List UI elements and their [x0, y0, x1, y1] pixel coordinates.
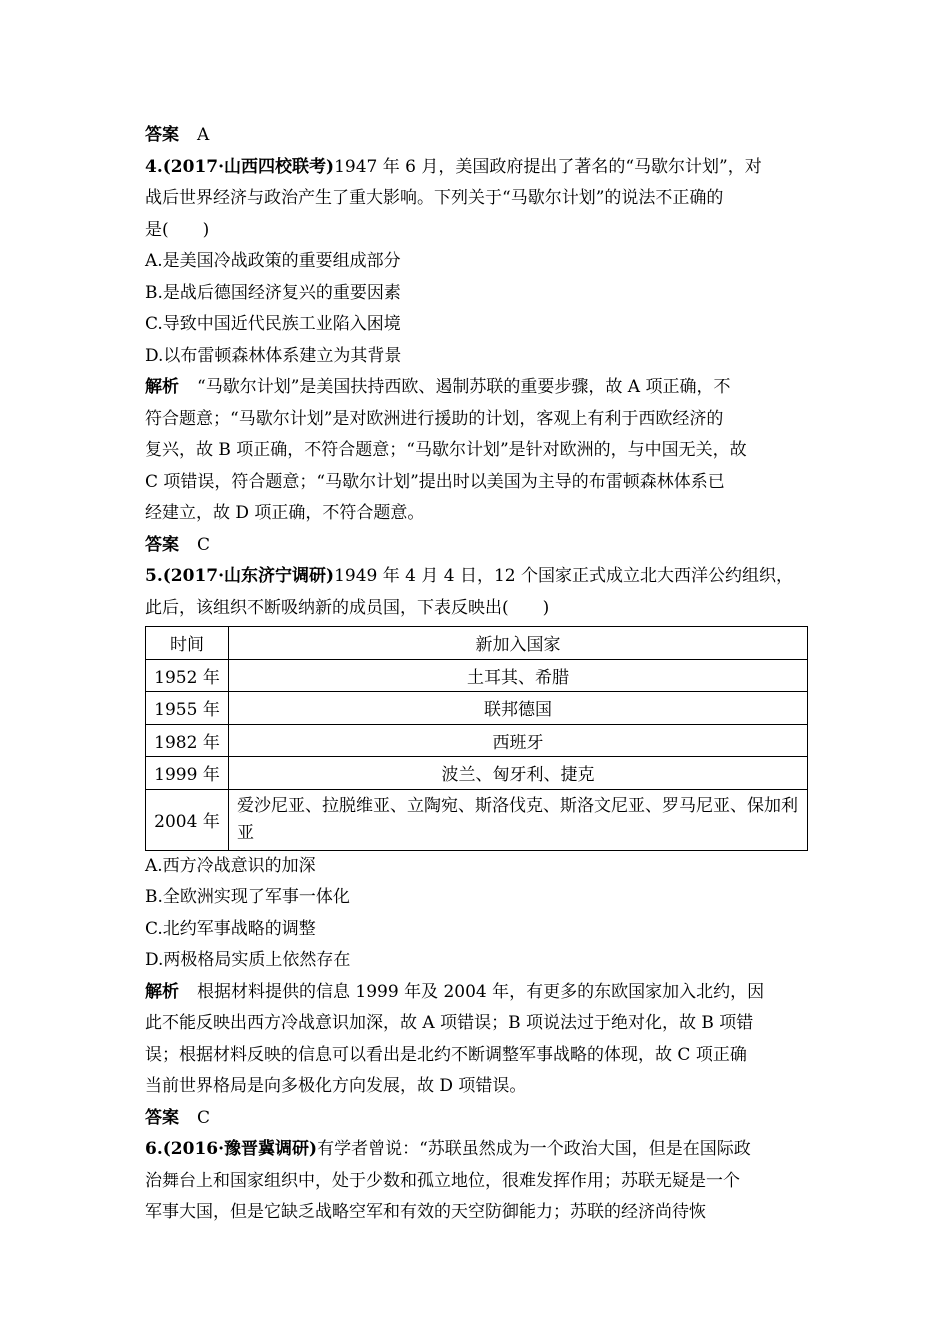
table-header-cell: 新加入国家 — [229, 627, 808, 660]
table-row — [146, 789, 808, 850]
answer-label: 答案 — [145, 1107, 179, 1128]
q5-option-b: B.全欧洲实现了军事一体化 — [145, 887, 350, 907]
q4-stem-text: 1947 年 6 月，美国政府提出了著名的“马歇尔计划”，对 — [334, 156, 762, 177]
q6-stem-line-3: 军事大国，但是它缺乏战略空军和有效的天空防御能力；苏联的经济尚待恢 — [145, 1202, 706, 1222]
q5-option-a: A.西方冷战意识的加深 — [145, 855, 316, 876]
table-header-row — [146, 627, 808, 660]
table-cell-countries: 爱沙尼亚、拉脱维亚、立陶宛、斯洛伐克、斯洛文尼亚、罗马尼亚、保加利亚 — [229, 789, 808, 850]
analysis-text: “马歇尔计划”是美国扶持西欧、遏制苏联的重要步骤，故 A 项正确，不 — [197, 377, 731, 397]
analysis-text: 根据材料提供的信息 1999 年及 2004 年，有更多的东欧国家加入北约，因 — [197, 981, 765, 1002]
q6-stem-line-1 — [145, 1134, 809, 1166]
q6-stem-line-2: 治舞台上和国家组织中，处于少数和孤立地位，很难发挥作用；苏联无疑是一个 — [145, 1170, 740, 1191]
q4-stem-line-3: 是( ) — [145, 219, 210, 240]
answer-label: 答案 — [145, 125, 179, 145]
q5-source: 5.(2017·山东济宁调研) — [145, 566, 335, 586]
table-row — [146, 724, 808, 757]
q4-analysis-line-5: 经建立，故 D 项正确，不符合题意。 — [145, 503, 425, 523]
q5-answer — [145, 1103, 809, 1135]
table-row — [146, 659, 808, 692]
q3-answer — [145, 120, 809, 152]
q5-stem-text: 1949 年 4 月 4 日，12 个国家正式成立北大西洋公约组织， — [334, 566, 794, 586]
q5-analysis-line-4: 当前世界格局是向多极化方向发展，故 D 项错误。 — [145, 1076, 527, 1096]
q4-analysis-line-2: 符合题意；“马歇尔计划”是对欧洲进行援助的计划，客观上有利于西欧经济的 — [145, 408, 724, 429]
table-cell-year: 1952 年 — [146, 659, 229, 692]
answer-value: C — [197, 1107, 211, 1128]
q4-stem-line-1 — [145, 152, 809, 184]
q4-answer — [145, 530, 809, 562]
q4-stem-line-2: 战后世界经济与政治产生了重大影响。下列关于“马歇尔计划”的说法不正确的 — [145, 188, 724, 208]
q5-option-c: C.北约军事战略的调整 — [145, 918, 316, 939]
q4-option-c: C.导致中国近代民族工业陷入困境 — [145, 314, 401, 334]
document-page — [145, 120, 809, 1229]
q4-analysis-line-3: 复兴，故 B 项正确，不符合题意；“马歇尔计划”是针对欧洲的，与中国无关，故 — [145, 440, 747, 460]
q6-stem-text: 有学者曾说：“苏联虽然成为一个政治大国，但是在国际政 — [317, 1139, 751, 1159]
analysis-label: 解析 — [145, 377, 179, 397]
table-cell-year: 2004 年 — [146, 789, 229, 850]
q5-stem-line-1 — [145, 561, 809, 593]
table-cell-year: 1999 年 — [146, 757, 229, 790]
q5-analysis-line-3: 误；根据材料反映的信息可以看出是北约不断调整军事战略的体现，故 C 项正确 — [145, 1044, 747, 1065]
q4-option-d: D.以布雷顿森林体系建立为其背景 — [145, 345, 402, 366]
table-cell-countries: 土耳其、希腊 — [229, 659, 808, 692]
table-cell-year: 1982 年 — [146, 724, 229, 757]
q5-analysis-line-2: 此不能反映出西方冷战意识加深，故 A 项错误；B 项说法过于绝对化，故 B 项错 — [145, 1013, 754, 1033]
q4-option-b: B.是战后德国经济复兴的重要因素 — [145, 282, 401, 303]
analysis-label: 解析 — [145, 981, 179, 1002]
q5-stem-line-2: 此后，该组织不断吸纳新的成员国，下表反映出( ) — [145, 597, 550, 618]
q4-analysis-line-4: C 项错误，符合题意；“马歇尔计划”提出时以美国为主导的布雷顿森林体系已 — [145, 471, 725, 492]
table-cell-countries: 联邦德国 — [229, 692, 808, 725]
answer-label: 答案 — [145, 534, 179, 555]
q4-analysis-line-1 — [145, 372, 809, 404]
q6-source: 6.(2016·豫晋冀调研) — [145, 1139, 318, 1159]
nato-members-table — [145, 626, 808, 851]
table-cell-year: 1955 年 — [146, 692, 229, 725]
table-cell-countries: 波兰、匈牙利、捷克 — [229, 757, 808, 790]
q5-option-d: D.两极格局实质上依然存在 — [145, 950, 351, 970]
q4-option-a: A.是美国冷战政策的重要组成部分 — [145, 251, 401, 271]
table-header-cell: 时间 — [146, 627, 229, 660]
q4-source: 4.(2017·山西四校联考) — [145, 156, 335, 177]
table-row — [146, 692, 808, 725]
q5-analysis-line-1 — [145, 977, 809, 1009]
answer-value: A — [197, 125, 210, 145]
table-cell-countries: 西班牙 — [229, 724, 808, 757]
answer-value: C — [197, 534, 211, 555]
table-row — [146, 757, 808, 790]
